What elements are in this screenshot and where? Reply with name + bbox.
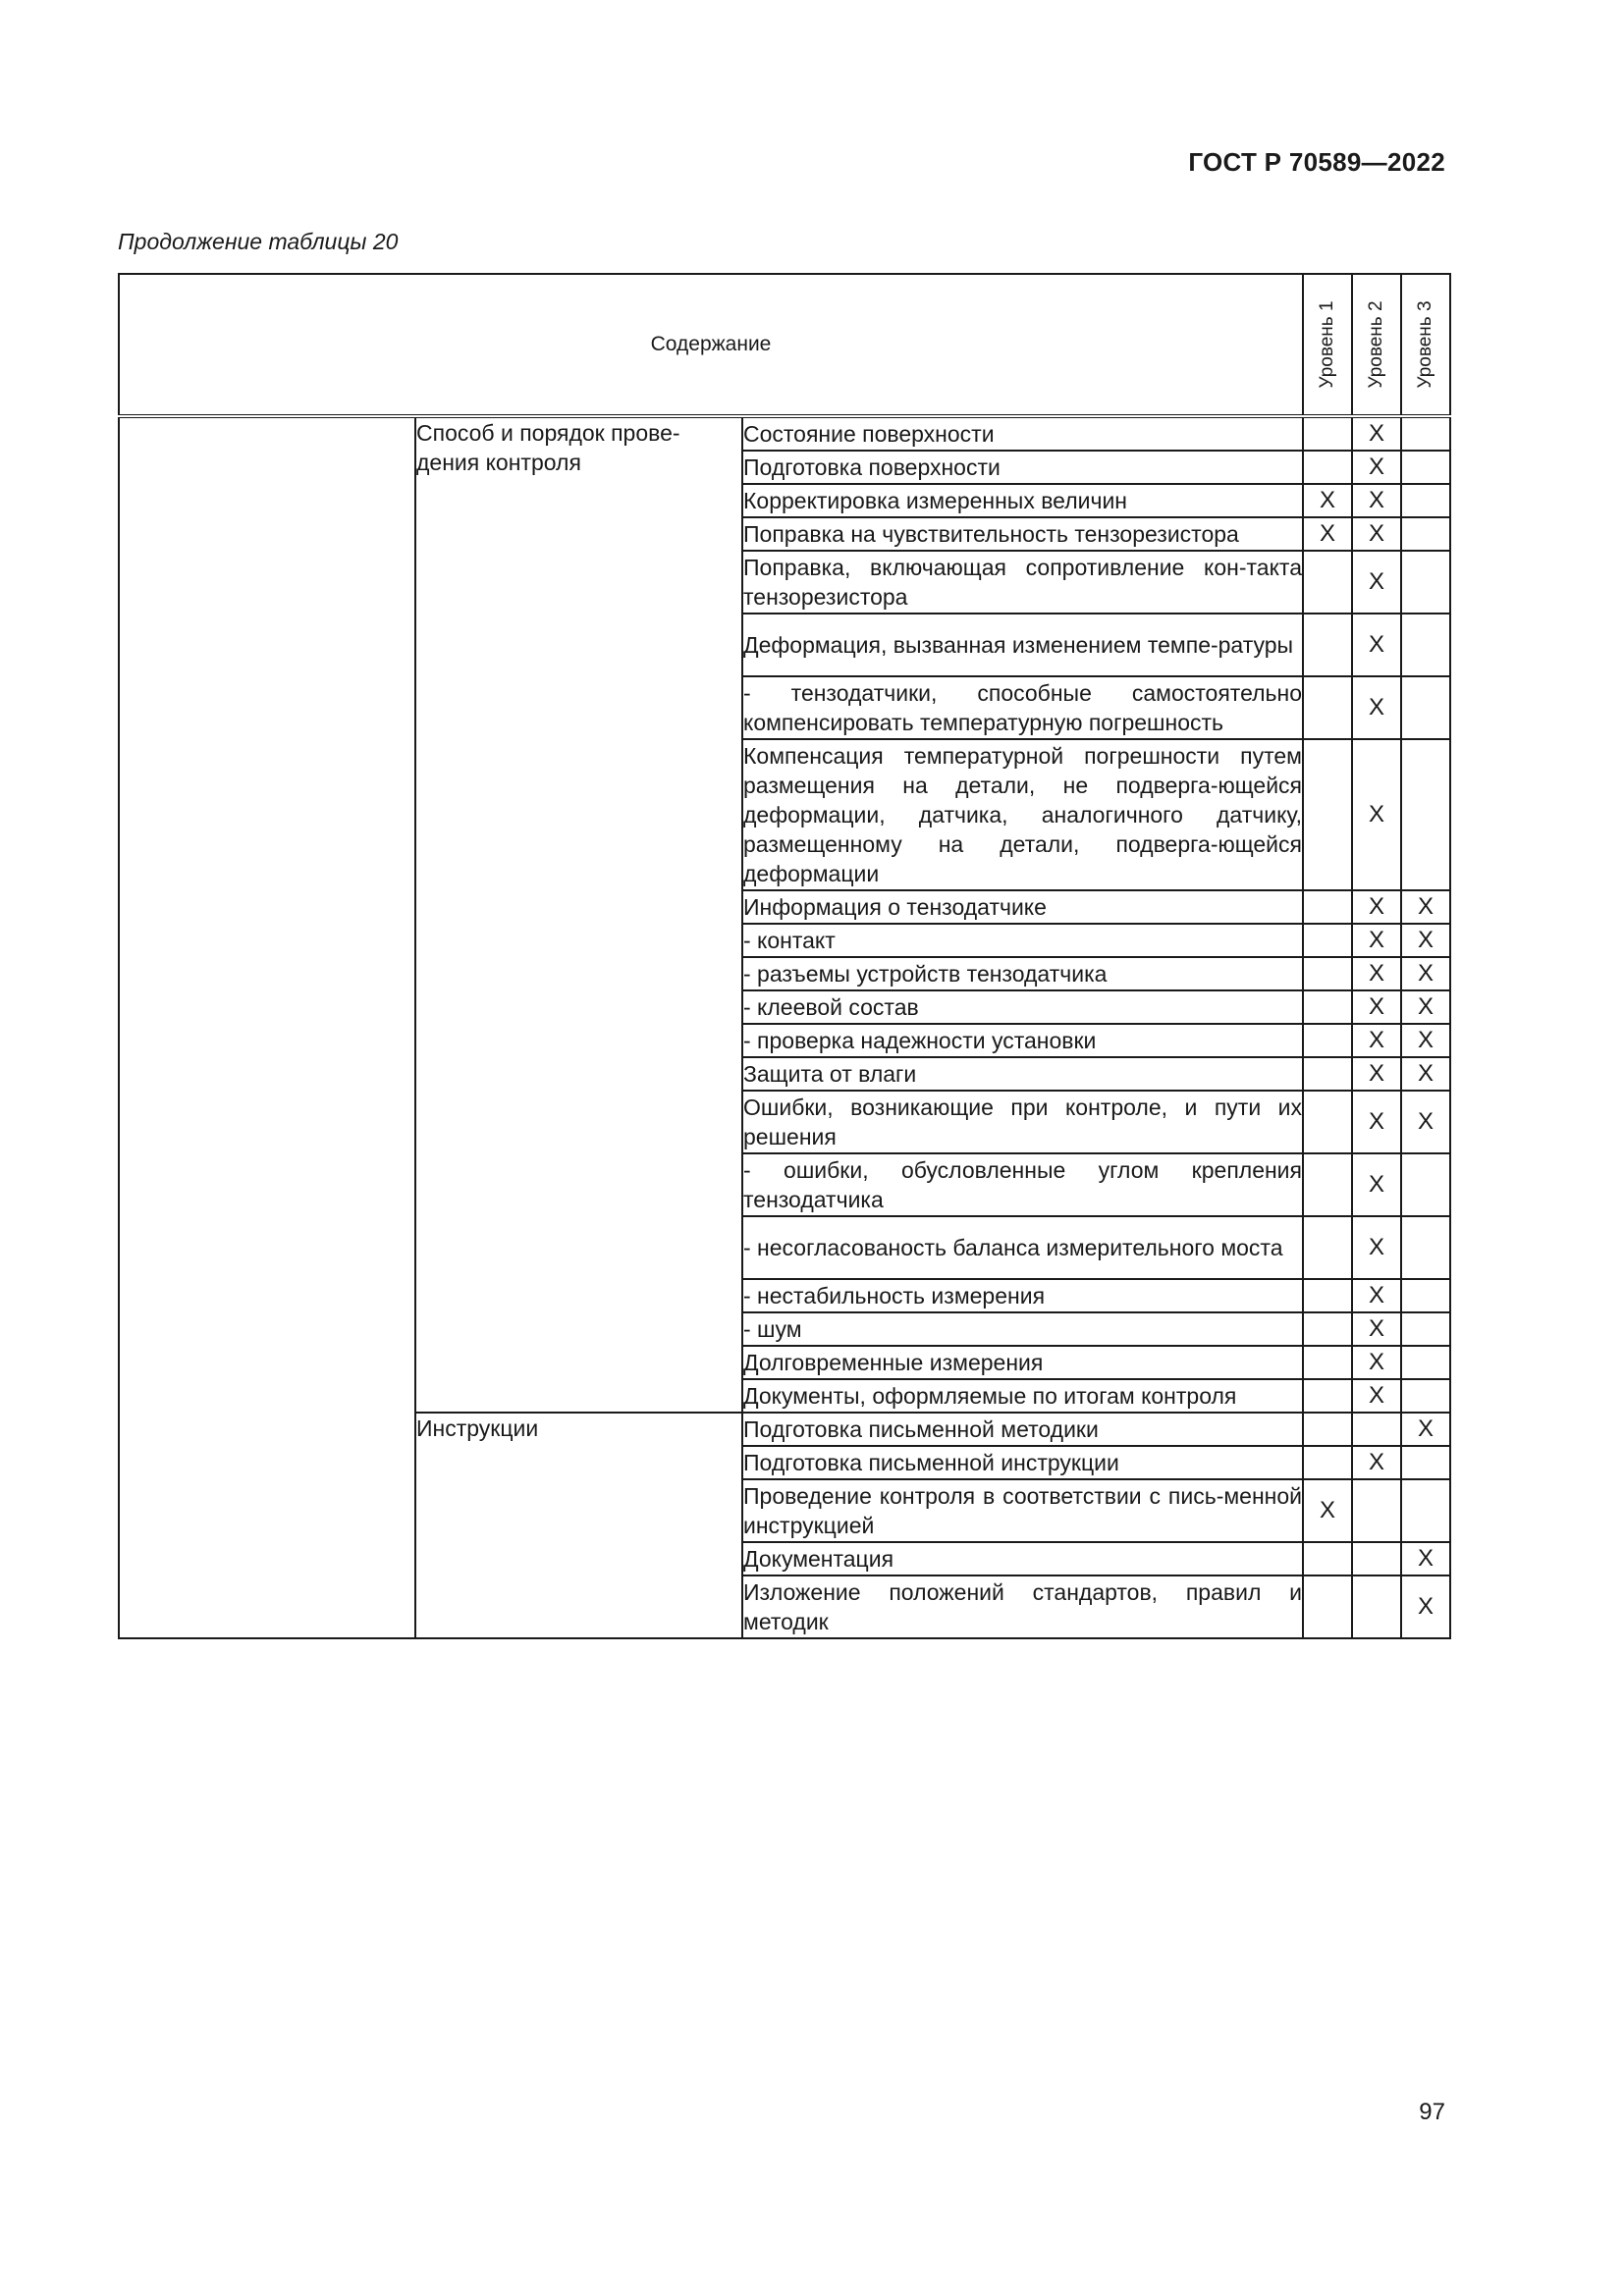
level-3-mark [1401,451,1450,484]
level-1-mark: X [1303,484,1352,517]
level-3-mark [1401,484,1450,517]
table-caption: Продолжение таблицы 20 [118,229,399,254]
row-item: - тензодатчики, способные самостоятельно компенсировать температурную погрешность [742,676,1303,739]
level-1-mark [1303,957,1352,990]
level-3-mark: X [1401,1024,1450,1057]
level-3-mark [1401,1216,1450,1279]
level-2-mark: X [1352,1091,1401,1153]
row-item: Подготовка письменной инструкции [742,1446,1303,1479]
level-3-mark [1401,551,1450,614]
level-3-mark: X [1401,957,1450,990]
row-item: - клеевой состав [742,990,1303,1024]
level-3-mark [1401,1346,1450,1379]
level-1-mark [1303,1216,1352,1279]
row-item: Ошибки, возникающие при контроле, и пути их решения [742,1091,1303,1153]
level-1-mark [1303,1091,1352,1153]
level-2-mark [1352,1542,1401,1575]
row-item: Долговременные измерения [742,1346,1303,1379]
row-item: Поправка, включающая сопротивление кон-такта тензорезистора [742,551,1303,614]
row-item: Информация о тензодатчике [742,890,1303,924]
level-2-mark: X [1352,451,1401,484]
level-2-mark: X [1352,957,1401,990]
row-item: Корректировка измеренных величин [742,484,1303,517]
level-2-mark: X [1352,1057,1401,1091]
content-table [118,273,1451,1639]
level-2-mark: X [1352,1216,1401,1279]
level-1-mark: X [1303,1479,1352,1542]
level-3-mark [1401,517,1450,551]
level-1-mark: X [1303,517,1352,551]
level-1-mark [1303,614,1352,676]
level-2-mark: X [1352,1279,1401,1312]
level-1-mark [1303,676,1352,739]
level-3-mark: X [1401,990,1450,1024]
level-3-mark [1401,676,1450,739]
section-label: Инструкции [415,1413,742,1638]
table-row [119,416,1450,451]
level-2-mark: X [1352,1379,1401,1413]
topic-cell-empty [119,416,415,1638]
level-1-mark [1303,739,1352,890]
row-item: - нестабильность измерения [742,1279,1303,1312]
level-2-header [1352,274,1401,416]
row-item: Поправка на чувствительность тензорезистора [742,517,1303,551]
level-1-mark [1303,1446,1352,1479]
row-item: - проверка надежности установки [742,1024,1303,1057]
row-item: Деформация, вызванная изменением темпе-ратуры [742,614,1303,676]
level-1-mark [1303,551,1352,614]
level-3-mark [1401,1153,1450,1216]
level-1-mark [1303,1346,1352,1379]
page-number: 97 [1419,2099,1445,2125]
row-item: Защита от влаги [742,1057,1303,1091]
row-item: - разъемы устройств тензодатчика [742,957,1303,990]
level-2-mark: X [1352,1446,1401,1479]
level-2-mark: X [1352,484,1401,517]
row-item: Документация [742,1542,1303,1575]
level-1-mark [1303,1024,1352,1057]
level-3-mark: X [1401,1413,1450,1446]
level-1-mark [1303,1575,1352,1638]
level-3-mark [1401,1446,1450,1479]
content-header: Содержание [119,274,1303,416]
row-item: - ошибки, обусловленные углом крепления тензодатчика [742,1153,1303,1216]
level-3-mark: X [1401,1575,1450,1638]
level-2-mark: X [1352,517,1401,551]
level-2-mark: X [1352,1346,1401,1379]
level-2-mark: X [1352,1024,1401,1057]
level-1-mark [1303,1057,1352,1091]
row-item: - контакт [742,924,1303,957]
level-1-mark [1303,1542,1352,1575]
row-item: - несогласованость баланса измерительного моста [742,1216,1303,1279]
section-label: Способ и порядок прове-дения контроля [415,416,742,1413]
level-2-mark [1352,1413,1401,1446]
level-2-mark: X [1352,614,1401,676]
level-1-mark [1303,1312,1352,1346]
level-1-mark [1303,1413,1352,1446]
level-2-mark: X [1352,890,1401,924]
level-1-mark [1303,1279,1352,1312]
level-3-mark: X [1401,890,1450,924]
level-3-mark [1401,1479,1450,1542]
level-1-mark [1303,1153,1352,1216]
level-3-mark [1401,1379,1450,1413]
level-1-mark [1303,416,1352,451]
level-1-mark [1303,451,1352,484]
level-2-mark: X [1352,1312,1401,1346]
level-1-header-label: Уровень 1 [1317,300,1337,389]
level-3-mark: X [1401,924,1450,957]
level-3-header [1401,274,1450,416]
level-1-mark [1303,990,1352,1024]
level-3-mark [1401,1279,1450,1312]
level-1-mark [1303,1379,1352,1413]
table-header-row [119,274,1450,416]
level-3-mark [1401,1312,1450,1346]
level-3-mark: X [1401,1091,1450,1153]
row-item: Подготовка поверхности [742,451,1303,484]
level-2-mark: X [1352,416,1401,451]
level-1-mark [1303,924,1352,957]
document-code: ГОСТ Р 70589—2022 [1188,147,1445,177]
level-2-mark [1352,1575,1401,1638]
level-2-mark [1352,1479,1401,1542]
level-2-mark: X [1352,676,1401,739]
row-item: Проведение контроля в соответствии с пись-менной инструкцией [742,1479,1303,1542]
level-2-mark: X [1352,1153,1401,1216]
level-2-header-label: Уровень 2 [1366,300,1386,389]
level-3-mark [1401,739,1450,890]
level-1-mark [1303,890,1352,924]
level-2-mark: X [1352,551,1401,614]
row-item: Подготовка письменной методики [742,1413,1303,1446]
level-3-mark [1401,416,1450,451]
level-3-mark [1401,614,1450,676]
level-2-mark: X [1352,739,1401,890]
row-item: Документы, оформляемые по итогам контроля [742,1379,1303,1413]
row-item: - шум [742,1312,1303,1346]
level-3-mark: X [1401,1542,1450,1575]
level-3-header-label: Уровень 3 [1415,300,1435,389]
row-item: Компенсация температурной погрешности путем размещения на детали, не подверга-ющейся деформации, датчика, аналогичного датчику, размещенному на детали, подверга-ющейся деформации [742,739,1303,890]
level-2-mark: X [1352,990,1401,1024]
level-1-header [1303,274,1352,416]
row-item: Изложение положений стандартов, правил и методик [742,1575,1303,1638]
row-item: Состояние поверхности [742,416,1303,451]
level-3-mark: X [1401,1057,1450,1091]
level-2-mark: X [1352,924,1401,957]
